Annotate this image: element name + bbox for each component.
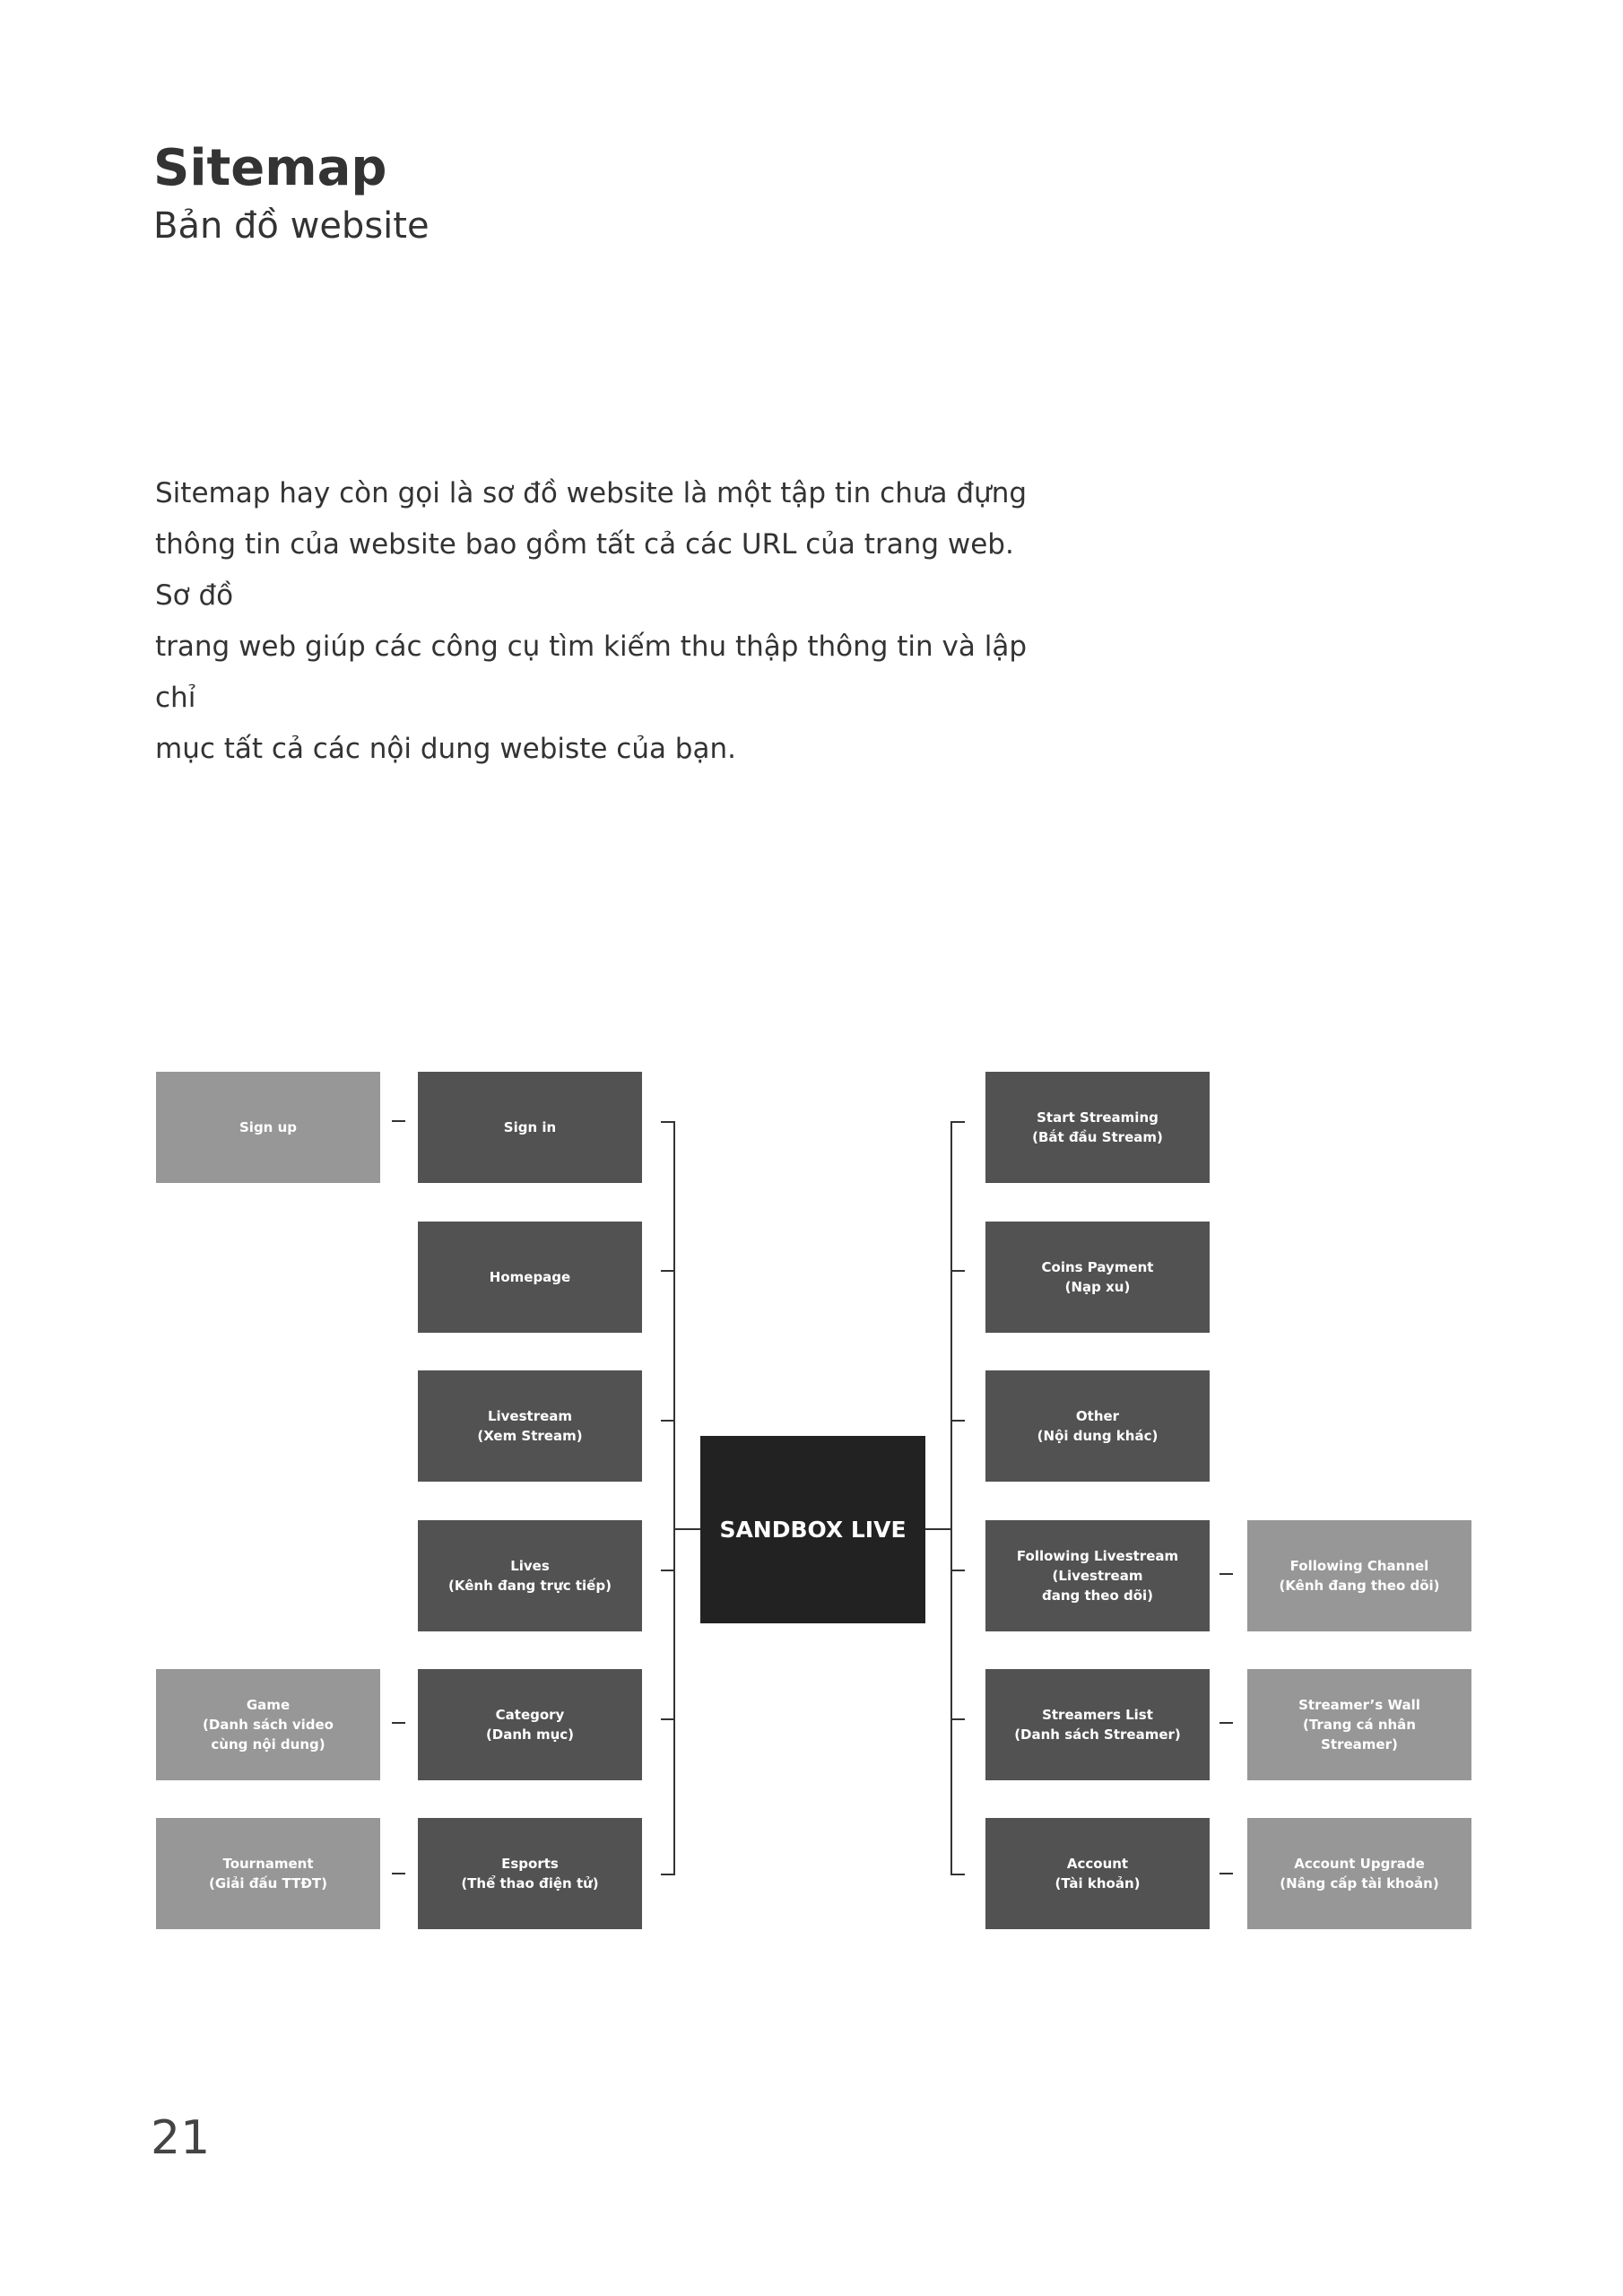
sitemap-root-node: SANDBOX LIVE [700,1436,925,1623]
node-start-streaming: Start Streaming (Bắt đầu Stream) [985,1072,1210,1183]
node-streamers-list: Streamers List (Danh sách Streamer) [985,1669,1210,1780]
intro-line: Sitemap hay còn gọi là sơ đồ website là một tập tin chưa đựng [155,477,1028,509]
page-subtitle: Bản đồ website [153,205,430,247]
node-category: Category (Danh mục) [418,1669,642,1780]
connector-line [675,1528,700,1530]
connector-line [661,1570,675,1571]
page-title: Sitemap [153,139,387,197]
intro-line: thông tin của website bao gồm tất cả các URL của trang web. Sơ đồ [155,528,1014,612]
connector-line [673,1121,675,1875]
node-game: Game (Danh sách video cùng nội dung) [156,1669,380,1780]
node-livestream: Livestream (Xem Stream) [418,1370,642,1482]
intro-line: trang web giúp các công cụ tìm kiếm thu thập thông tin và lập chỉ [155,631,1028,714]
connector-line [661,1420,675,1422]
node-lives: Lives (Kênh đang trực tiếp) [418,1520,642,1631]
connector-line [661,1874,675,1875]
connector-dash [1219,1573,1233,1575]
node-coins-payment: Coins Payment (Nạp xu) [985,1222,1210,1333]
page-number: 21 [151,2111,211,2165]
node-sign-in: Sign in [418,1072,642,1183]
node-following-channel: Following Channel (Kênh đang theo dõi) [1247,1520,1471,1631]
connector-line [950,1718,965,1720]
connector-dash [1219,1873,1233,1874]
connector-dash [392,1722,405,1724]
node-tournament: Tournament (Giải đấu TTĐT) [156,1818,380,1929]
connector-line [950,1270,965,1272]
connector-line [661,1121,675,1123]
node-esports: Esports (Thể thao điện tử) [418,1818,642,1929]
node-account: Account (Tài khoản) [985,1818,1210,1929]
node-other: Other (Nội dung khác) [985,1370,1210,1482]
connector-dash [392,1120,405,1122]
intro-line: mục tất cả các nội dung webiste của bạn. [155,733,736,765]
node-streamers-wall: Streamer’s Wall (Trang cá nhân Streamer) [1247,1669,1471,1780]
connector-line [950,1874,965,1875]
connector-line [661,1718,675,1720]
node-following-livestream: Following Livestream (Livestream đang theo dõi) [985,1520,1210,1631]
connector-line [925,1528,950,1530]
connector-line [950,1121,952,1875]
node-account-upgrade: Account Upgrade (Nâng cấp tài khoản) [1247,1818,1471,1929]
connector-line [950,1570,965,1571]
intro-paragraph [155,468,1052,775]
node-homepage: Homepage [418,1222,642,1333]
connector-dash [1219,1722,1233,1724]
connector-line [661,1270,675,1272]
connector-line [950,1121,965,1123]
connector-dash [392,1873,405,1874]
connector-line [950,1420,965,1422]
node-sign-up: Sign up [156,1072,380,1183]
